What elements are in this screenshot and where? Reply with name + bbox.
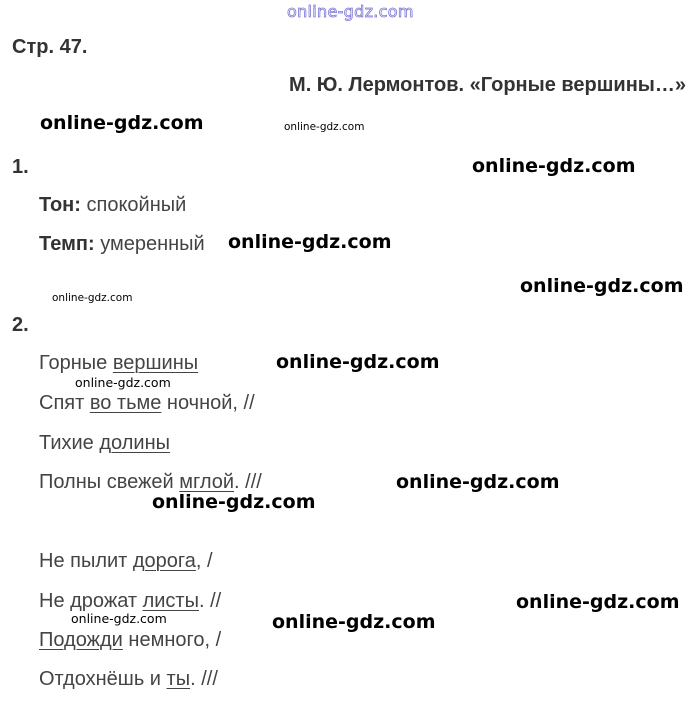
- poem-line: Отдохнёшь и ты. ///: [39, 668, 218, 690]
- underlined-word: вершины: [112, 352, 199, 374]
- tempo-value: умеренный: [100, 233, 205, 255]
- poem-line: Спят во тьме ночной, //: [39, 392, 255, 414]
- watermark: online-gdz.com: [276, 351, 440, 373]
- underlined-word: листы: [142, 590, 199, 612]
- watermark: online-gdz.com: [516, 591, 680, 613]
- watermark-top: online-gdz.com: [287, 2, 414, 21]
- page-title: М. Ю. Лермонтов. «Горные вершины…»: [289, 74, 686, 96]
- poem-line: Не пылит дорога, /: [39, 550, 213, 572]
- watermark: online-gdz.com: [40, 112, 204, 134]
- poem-line: Полны свежей мглой. ///: [39, 471, 262, 493]
- poem-line: Не дрожат листы. //: [39, 590, 222, 612]
- underlined-word: мглой: [179, 471, 235, 493]
- underlined-word: ты: [166, 668, 191, 690]
- task-1-number: 1.: [12, 156, 29, 178]
- watermark: online-gdz.com: [71, 611, 167, 626]
- tone-field: [39, 194, 186, 217]
- poem-line: Подожди немного, /: [39, 629, 222, 651]
- watermark: online-gdz.com: [272, 611, 436, 633]
- watermark: online-gdz.com: [75, 375, 171, 390]
- watermark: online-gdz.com: [520, 275, 684, 297]
- underlined-word: долины: [99, 432, 170, 454]
- underlined-word: во тьме: [89, 392, 162, 414]
- tempo-label: Темп:: [39, 233, 95, 255]
- task-2-number: 2.: [12, 314, 29, 336]
- poem-line: Горные вершины: [39, 352, 199, 374]
- underlined-word: Подожди: [39, 629, 123, 651]
- watermark: online-gdz.com: [52, 292, 133, 304]
- watermark: online-gdz.com: [396, 471, 560, 493]
- tone-value: спокойный: [86, 194, 187, 216]
- watermark: online-gdz.com: [472, 155, 636, 177]
- underlined-word: дорога: [132, 550, 196, 572]
- watermark: online-gdz.com: [228, 231, 392, 253]
- poem-line: Тихие долины: [39, 432, 170, 454]
- tempo-field: [39, 233, 205, 256]
- watermark: online-gdz.com: [152, 491, 316, 513]
- page-number: Стр. 47.: [12, 36, 88, 58]
- watermark: online-gdz.com: [284, 121, 365, 133]
- tone-label: Тон:: [39, 194, 81, 216]
